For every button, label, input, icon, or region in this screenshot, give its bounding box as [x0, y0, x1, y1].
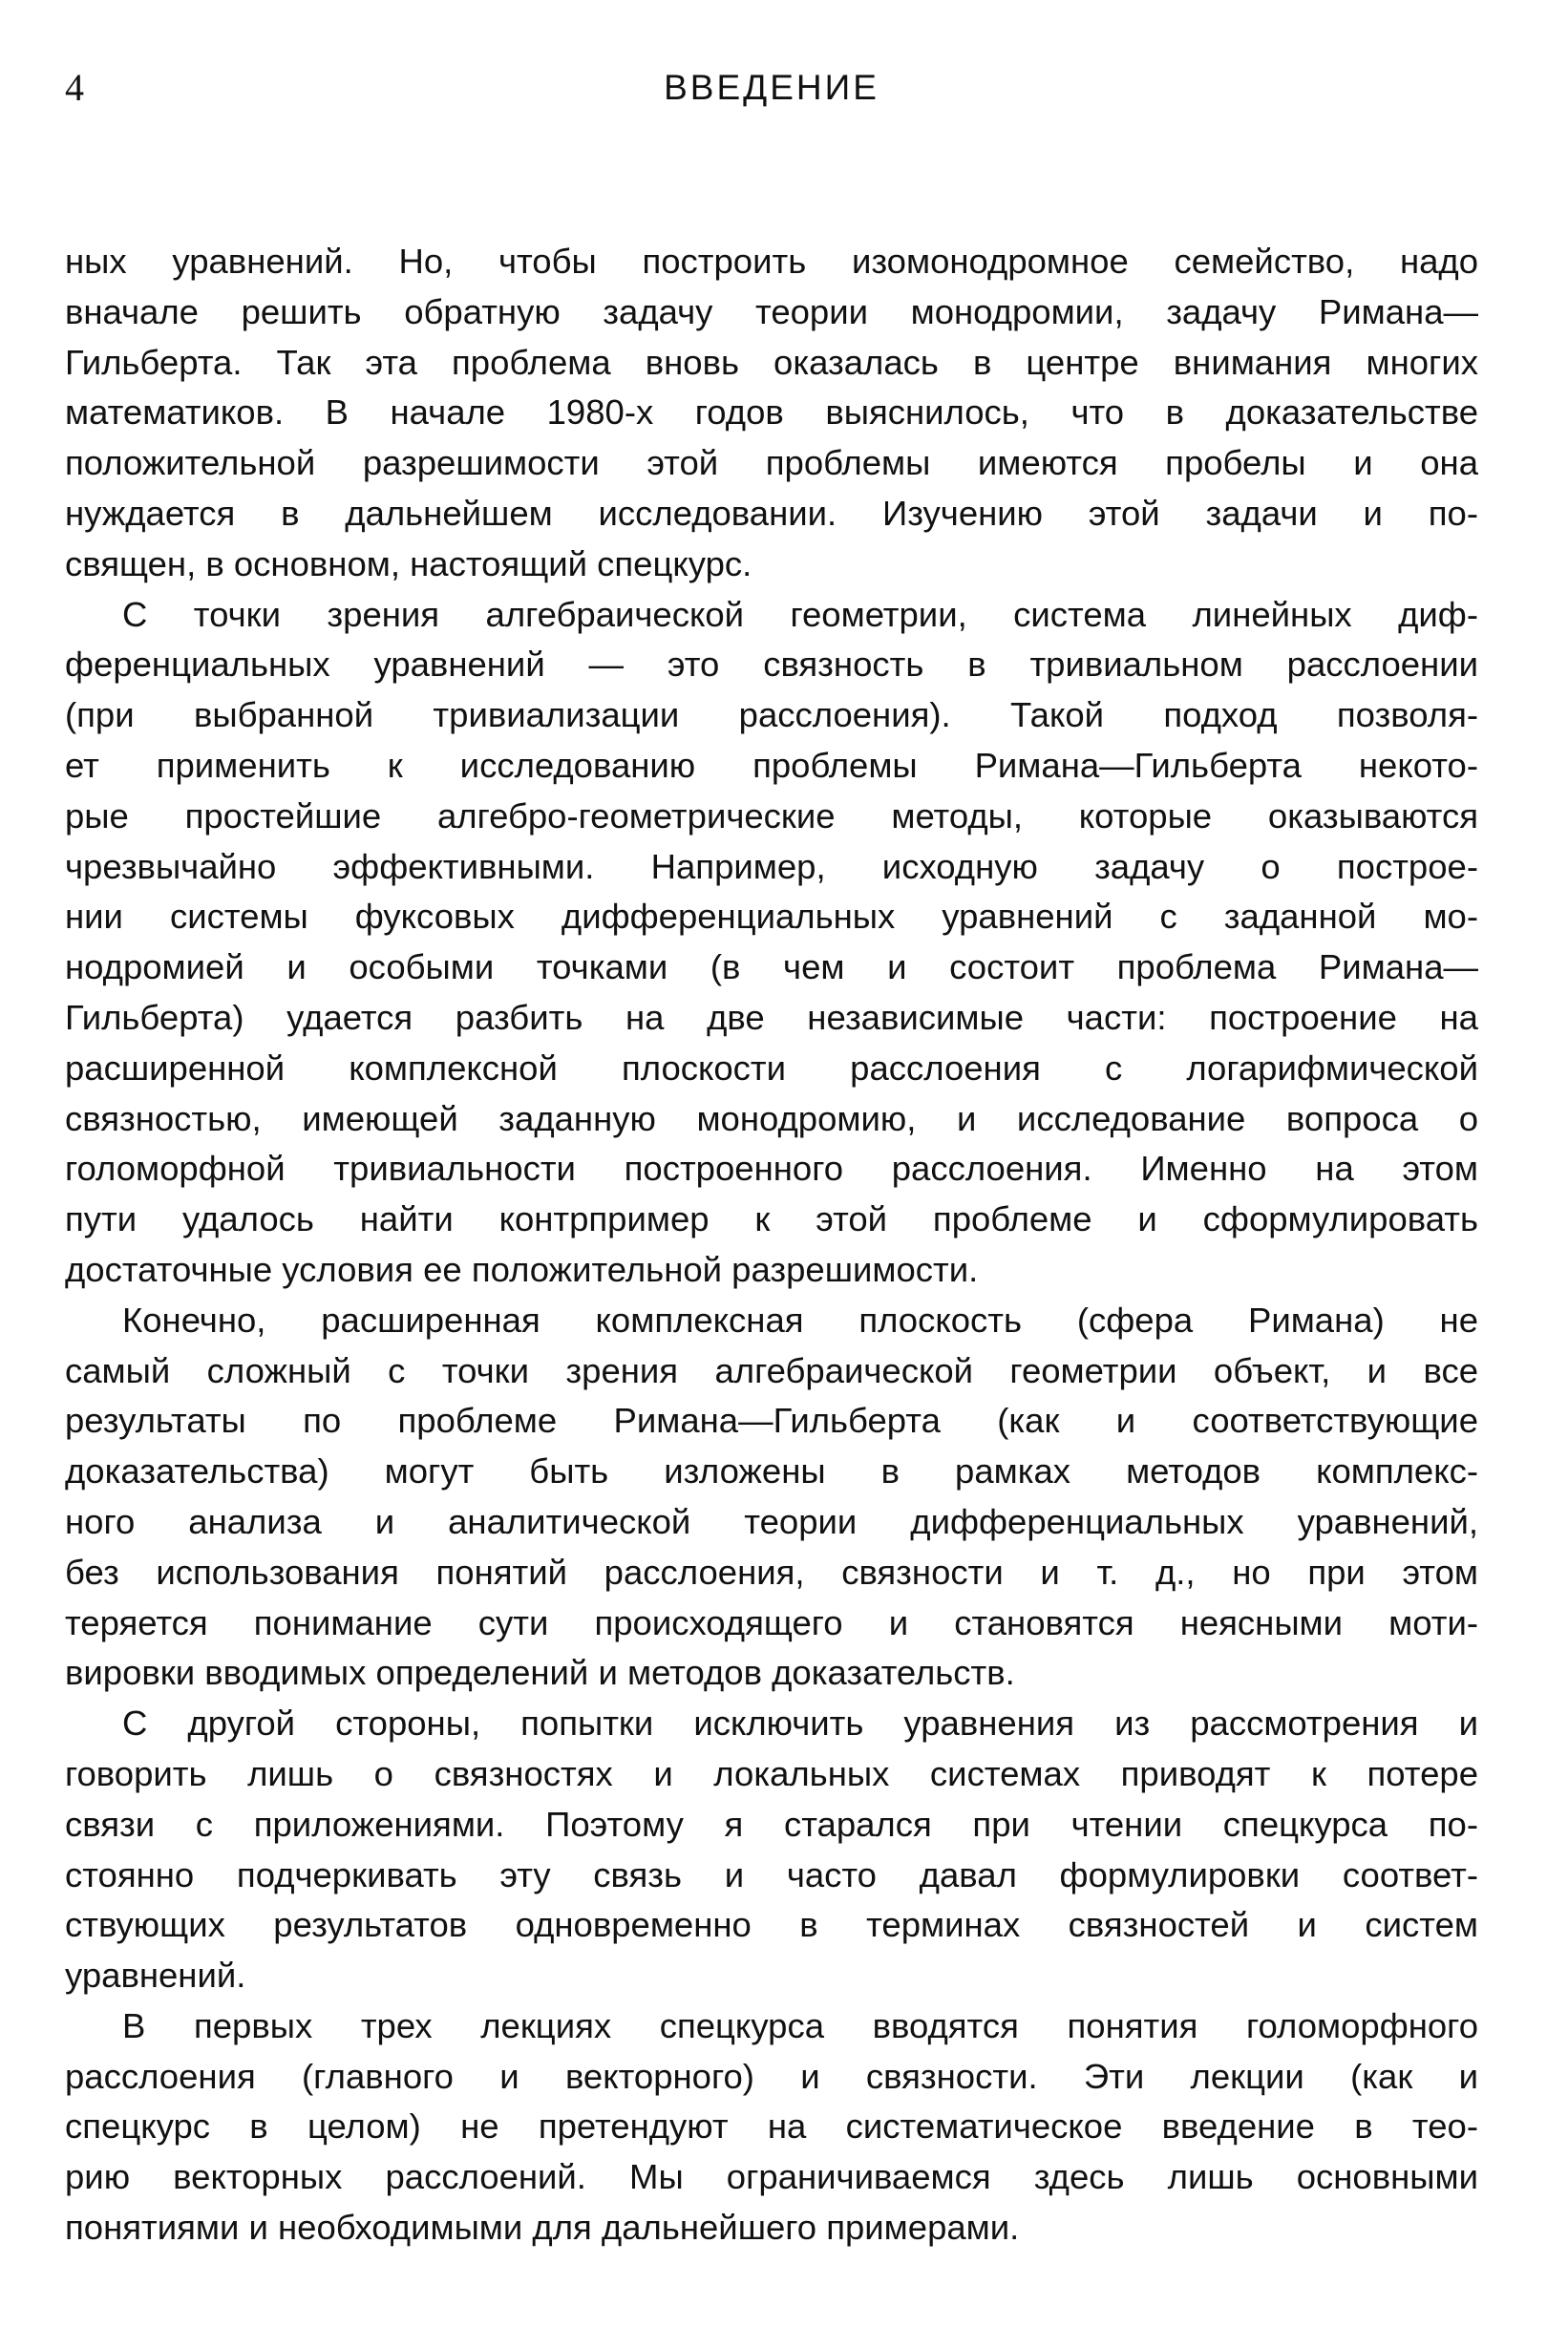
body-text [65, 237, 1478, 2254]
text-line: голоморфной тривиальности построенного расслоения. Именно на этом [65, 1149, 1478, 1189]
page-number: 4 [65, 66, 84, 109]
paragraph [65, 590, 1478, 1296]
text-line: вначале решить обратную задачу теории монодромии, задачу Римана— [65, 291, 1478, 331]
text-line: результаты по проблеме Римана—Гильберта (как и соответствующие [65, 1401, 1478, 1441]
text-line: С точки зрения алгебраической геометрии, система линейных диф- [122, 594, 1478, 634]
text-line: священ, в основном, настоящий спецкурс. [65, 543, 752, 583]
text-line: ет применить к исследованию проблемы Римана—Гильберта некото- [65, 745, 1478, 785]
text-line: расширенной комплексной плоскости расслоения с логарифмической [65, 1048, 1478, 1088]
text-line: Гильберта. Так эта проблема вновь оказалась в центре внимания многих [65, 342, 1478, 382]
text-line: нии системы фуксовых дифференциальных уравнений с заданной мо- [65, 897, 1478, 937]
text-line: Конечно, расширенная комплексная плоскость (сфера Римана) не [122, 1300, 1478, 1340]
text-line: говорить лишь о связностях и локальных системах приводят к потере [65, 1753, 1478, 1793]
running-head [65, 57, 1478, 118]
text-line: нуждается в дальнейшем исследовании. Изучению этой задачи и по- [65, 493, 1478, 533]
text-line: (при выбранной тривиализации расслоения). Такой подход позволя- [65, 695, 1478, 735]
text-line: математиков. В начале 1980-х годов выяснилось, что в доказательстве [65, 392, 1478, 433]
text-line: вировки вводимых определений и методов доказательств. [65, 1653, 1015, 1693]
text-line: уравнений. [65, 1956, 246, 1996]
text-line: спецкурс в целом) не претендуют на систематическое введение в тео- [65, 2106, 1478, 2147]
text-line: нодромией и особыми точками (в чем и состоит проблема Римана— [65, 947, 1478, 987]
text-line: ствующих результатов одновременно в терминах связностей и систем [65, 1905, 1478, 1945]
text-line: связностью, имеющей заданную монодромию, и исследование вопроса о [65, 1098, 1478, 1138]
text-line: теряется понимание сути происходящего и становятся неясными моти- [65, 1602, 1478, 1642]
text-line: Гильберта) удается разбить на две независимые части: построение на [65, 997, 1478, 1037]
text-line: стоянно подчеркивать эту связь и часто давал формулировки соответ- [65, 1854, 1478, 1894]
text-line: ного анализа и аналитической теории дифференциальных уравнений, [65, 1501, 1478, 1541]
text-line: пути удалось найти контрпример к этой проблеме и сформулировать [65, 1199, 1478, 1239]
text-line: расслоения (главного и векторного) и связности. Эти лекции (как и [65, 2056, 1478, 2096]
text-line: связи с приложениями. Поэтому я старался при чтении спецкурса по- [65, 1804, 1478, 1844]
paragraph [65, 1699, 1478, 2001]
paragraph [65, 1296, 1478, 1699]
text-line: самый сложный с точки зрения алгебраической геометрии объект, и все [65, 1350, 1478, 1390]
paragraph [65, 237, 1478, 590]
text-line: положительной разрешимости этой проблемы имеются пробелы и она [65, 443, 1478, 483]
text-line: С другой стороны, попытки исключить уравнения из рассмотрения и [122, 1704, 1478, 1744]
text-line: без использования понятий расслоения, связности и т. д., но при этом [65, 1552, 1478, 1592]
text-line: ных уравнений. Но, чтобы построить изомонодромное семейство, надо [65, 242, 1478, 281]
text-line: рию векторных расслоений. Мы ограничиваемся здесь лишь основными [65, 2157, 1478, 2197]
text-line: доказательства) могут быть изложены в рамках методов комплекс- [65, 1451, 1478, 1492]
paragraph [65, 2001, 1478, 2254]
page [65, 57, 1478, 2254]
text-line: понятиями и необходимыми для дальнейшего примерами. [65, 2208, 1020, 2248]
text-line: рые простейшие алгебро-геометрические методы, которые оказываются [65, 795, 1478, 836]
running-title: ВВЕДЕНИЕ [664, 68, 879, 107]
text-line: ференциальных уравнений — это связность в тривиальном расслоении [65, 645, 1478, 685]
text-line: В первых трех лекциях спецкурса вводятся понятия голоморфного [122, 2005, 1478, 2045]
text-line: чрезвычайно эффективными. Например, исходную задачу о построе- [65, 846, 1478, 886]
text-line: достаточные условия ее положительной разрешимости. [65, 1249, 979, 1289]
